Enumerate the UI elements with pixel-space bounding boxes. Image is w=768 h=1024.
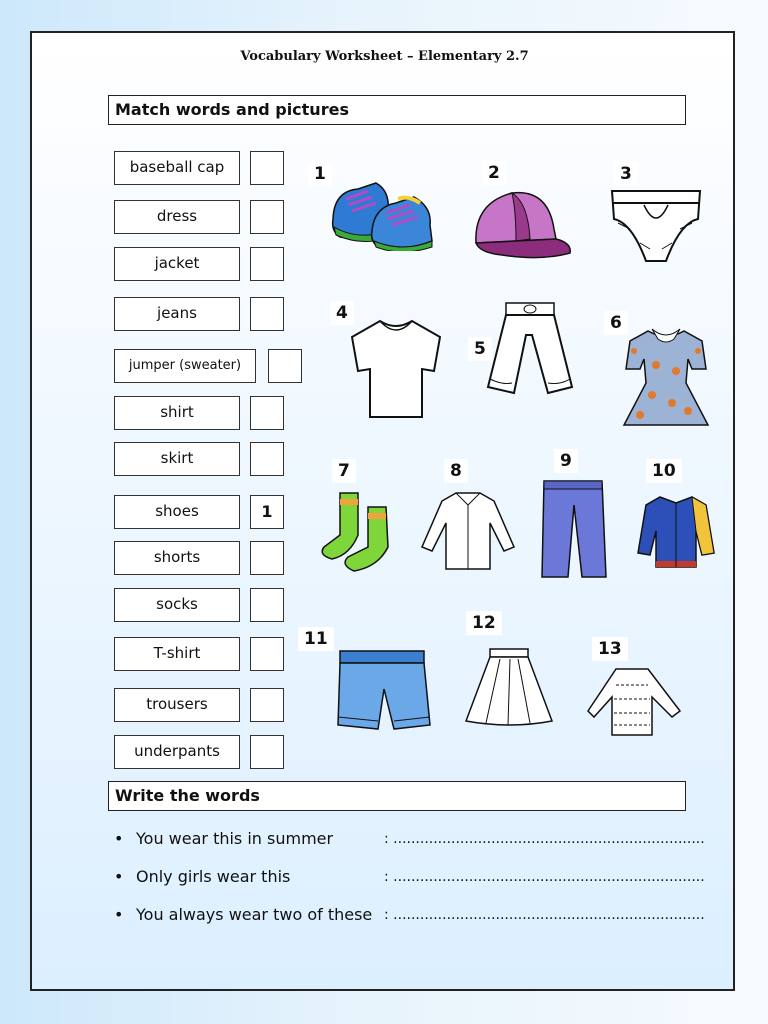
answer-box-jacket[interactable]	[250, 247, 284, 281]
answer-box-dress[interactable]	[250, 200, 284, 234]
shorts-icon	[336, 647, 432, 733]
word-box-skirt: skirt	[114, 442, 240, 476]
answer-box-skirt[interactable]	[250, 442, 284, 476]
picture-number: 5	[468, 337, 492, 361]
question-item	[114, 867, 290, 886]
picture-number: 6	[604, 311, 628, 335]
shirt-icon	[420, 489, 516, 571]
answer-box-trousers[interactable]	[250, 688, 284, 722]
worksheet-title: Vocabulary Worksheet – Elementary 2.7	[240, 49, 529, 64]
socks-icon	[318, 489, 402, 573]
answer-box-t-shirt[interactable]	[250, 637, 284, 671]
picture-number: 8	[444, 459, 468, 483]
picture-number: 11	[298, 627, 334, 651]
match-section-heading: Match words and pictures	[108, 95, 686, 125]
question-item	[114, 905, 372, 924]
question-text: You wear this in summer	[136, 829, 334, 848]
picture-number: 10	[646, 459, 682, 483]
jumper-icon	[586, 665, 682, 739]
picture-number: 13	[592, 637, 628, 661]
picture-number: 2	[482, 161, 506, 185]
trousers-icon	[486, 301, 574, 397]
answer-blank[interactable]: : ......................................................................	[384, 831, 705, 847]
dress-icon	[622, 325, 710, 431]
answer-blank[interactable]: : ......................................................................	[384, 907, 705, 923]
worksheet-page	[30, 31, 735, 991]
word-box-socks: socks	[114, 588, 240, 622]
bullet: •	[114, 867, 124, 886]
answer-box-underpants[interactable]	[250, 735, 284, 769]
underpants-icon	[610, 189, 702, 265]
picture-number: 7	[332, 459, 356, 483]
picture-number: 3	[614, 162, 638, 186]
baseball-cap-icon	[472, 183, 572, 263]
answer-blank[interactable]: : ......................................................................	[384, 869, 705, 885]
word-box-baseball-cap: baseball cap	[114, 151, 240, 185]
bullet: •	[114, 829, 124, 848]
picture-number: 4	[330, 301, 354, 325]
word-box-jacket: jacket	[114, 247, 240, 281]
question-text: Only girls wear this	[136, 867, 291, 886]
word-box-t-shirt: T-shirt	[114, 637, 240, 671]
answer-box-baseball-cap[interactable]	[250, 151, 284, 185]
picture-number: 1	[308, 162, 332, 186]
word-box-underpants: underpants	[114, 735, 240, 769]
picture-number: 9	[554, 449, 578, 473]
write-section-heading: Write the words	[108, 781, 686, 811]
question-item	[114, 829, 333, 848]
bullet: •	[114, 905, 124, 924]
jacket-icon	[636, 491, 716, 571]
word-box-jeans: jeans	[114, 297, 240, 331]
answer-box-shorts[interactable]	[250, 541, 284, 575]
word-box-shirt: shirt	[114, 396, 240, 430]
t-shirt-icon	[350, 317, 442, 421]
skirt-icon	[464, 645, 554, 727]
answer-box-socks[interactable]	[250, 588, 284, 622]
word-box-shorts: shorts	[114, 541, 240, 575]
word-box-dress: dress	[114, 200, 240, 234]
answer-box-shoes[interactable]: 1	[250, 495, 284, 529]
shoes-icon	[328, 161, 438, 251]
answer-box-jeans[interactable]	[250, 297, 284, 331]
answer-box-shirt[interactable]	[250, 396, 284, 430]
word-box-shoes: shoes	[114, 495, 240, 529]
answer-box-jumper[interactable]	[268, 349, 302, 383]
word-box-jumper: jumper (sweater)	[114, 349, 256, 383]
jeans-icon	[538, 477, 610, 581]
question-text: You always wear two of these	[136, 905, 373, 924]
picture-number: 12	[466, 611, 502, 635]
word-box-trousers: trousers	[114, 688, 240, 722]
